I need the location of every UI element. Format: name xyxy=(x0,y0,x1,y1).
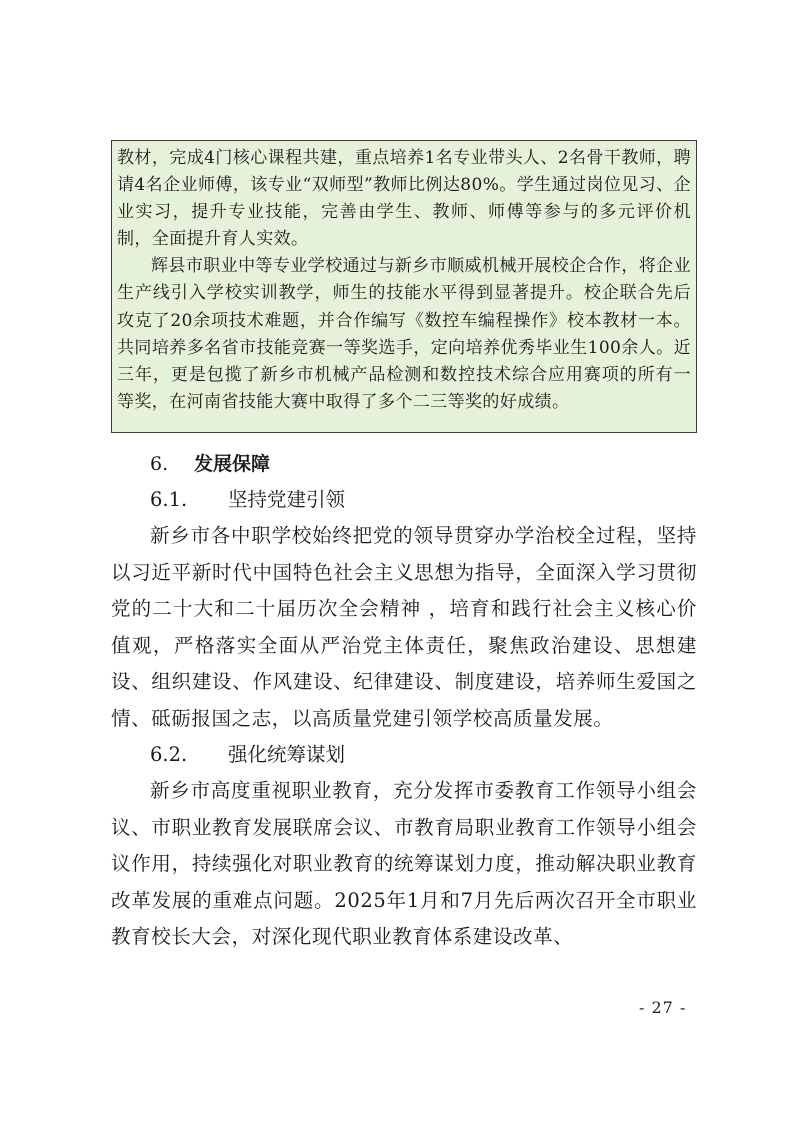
case-study-callout-box xyxy=(111,140,697,433)
subsection-heading-6-1 xyxy=(111,482,697,518)
subsection-paragraph-6-2: 新乡市高度重视职业教育，充分发挥市委教育工作领导小组会议、市职业教育发展联席会议、市教育局职业教育工作领导小组会议作用，持续强化对职业教育的统筹谋划力度，推动解决职业教育改革发展的重难点问题。2025年1月和7月先后两次召开全市职业教育校长大会，对深化现代职业教育体系建设改革、 xyxy=(111,779,697,948)
section-number: 6. xyxy=(150,453,169,475)
subsection-title: 坚持党建引领 xyxy=(228,488,346,511)
subsection-number: 6.1. xyxy=(150,488,188,511)
document-body xyxy=(111,446,697,956)
subsection-heading-6-2 xyxy=(111,737,697,773)
subsection-title: 强化统筹谋划 xyxy=(228,743,346,766)
subsection-paragraph-6-1: 新乡市各中职学校始终把党的领导贯穿办学治校全过程，坚持以习近平新时代中国特色社会主义思想为指导，全面深入学习贯彻党的二十大和二十届历次全会精神 ，培育和践行社会主义核心价值观，严格落实全面从严治党主体责任，聚焦政治建设、思想建设、组织建设、作风建设、纪律建设、制度建设，培养师生爱国之情、砥砺报国之志，以高质量党建引领学校高质量发展。 xyxy=(111,524,697,730)
subsection-number: 6.2. xyxy=(150,743,188,766)
section-heading xyxy=(111,446,697,482)
callout-paragraph-2: 辉县市职业中等专业学校通过与新乡市顺威机械开展校企合作，将企业生产线引入学校实训教学，师生的技能水平得到显著提升。校企联合先后攻克了20余项技术难题，并合作编写《数控车编程操作》校本教材一本。共同培养多名省市技能竞赛一等奖选手，定向培养优秀毕业生100余人。近三年，更是包揽了新乡市机械产品检测和数控技术综合应用赛项的所有一等奖，在河南省技能大赛中取得了多个二三等奖的好成绩。 xyxy=(117,256,691,412)
page-number: - 27 - xyxy=(639,998,687,1017)
section-title: 发展保障 xyxy=(194,453,271,475)
callout-paragraph-1: 教材，完成4门核心课程共建，重点培养1名专业带头人、2名骨干教师，聘请4名企业师傅，该专业“双师型”教师比例达80%。学生通过岗位见习、企业实习，提升专业技能，完善由学生、教师、师傅等参与的多元评价机制，全面提升育人实效。 xyxy=(117,148,691,250)
